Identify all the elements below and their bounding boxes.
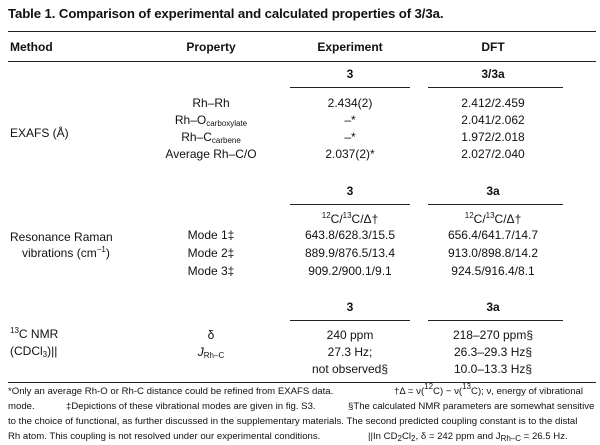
exafs-dft-average: 2.027/2.040: [461, 147, 525, 161]
header-dft: DFT: [481, 40, 505, 54]
exafs-dft-rh-rh: 2.412/2.459: [461, 96, 525, 110]
exafs-dft-rule: [428, 87, 563, 88]
exafs-exp-rh-o: –*: [344, 113, 356, 127]
raman-subheader-dft: 3a: [486, 184, 500, 198]
nmr-subheader-exp: 3: [346, 300, 354, 314]
raman-dft-mode2: 913.0/898.8/14.2: [447, 246, 539, 260]
footnote-section: §The calculated NMR parameters are somewhat sensitive: [348, 401, 595, 412]
nmr-exp-delta: 240 ppm: [326, 328, 374, 342]
raman-exp-mode2: 889.9/876.5/13.4: [304, 246, 396, 260]
exafs-exp-rule: [290, 87, 410, 88]
nmr-dft-delta: 218–270 ppm§: [452, 328, 534, 342]
exafs-exp-average: 2.037(2)*: [325, 147, 375, 161]
exafs-prop-average: Average Rh–C/O: [165, 147, 257, 161]
table-title: Table 1. Comparison of experimental and calculated properties of 3/3a.: [8, 6, 444, 21]
header-experiment: Experiment: [317, 40, 383, 54]
raman-dft-isotope-header: $^{12}$C/$^{13}$C/Δ†: [464, 211, 522, 226]
footnotes: [8, 382, 596, 445]
raman-method-line1: Resonance Raman: [10, 230, 113, 244]
raman-exp-isotope-header: $^{12}$C/$^{13}$C/Δ†: [321, 211, 379, 226]
nmr-prop-coupling: $J_{Rh-C}$: [197, 345, 225, 360]
footnote-dagger: †Δ = ν($^{12}$C) − ν($^{13}$C); ν, energy of vibrational: [394, 382, 583, 397]
nmr-dft-distal: 10.0–13.3 Hz§: [453, 362, 533, 376]
header-rule: [8, 61, 596, 62]
raman-prop-mode2: Mode 2‡: [187, 246, 235, 260]
raman-prop-mode3: Mode 3‡: [187, 264, 235, 278]
footnote-parallel: ||In $CD_2Cl_2$, δ = 242 ppm and $J_{Rh-C} = 26.5$ Hz.: [368, 431, 568, 443]
bottom-rule: [8, 382, 596, 383]
raman-dft-mode1: 656.4/641.7/14.7: [447, 228, 539, 242]
nmr-dft-rule: [428, 320, 563, 321]
footnote-star: *Only an average Rh-O or Rh-C distance could be refined from EXAFS data.: [8, 386, 334, 397]
exafs-dft-rh-c: 1.972/2.018: [461, 130, 525, 144]
raman-method-line2: vibrations $(cm^{-1})$: [22, 245, 110, 260]
header-method: Method: [10, 40, 53, 54]
exafs-method: EXAFS (Å): [10, 126, 69, 140]
footnote-mode-end: mode.: [8, 401, 35, 412]
footnote-section-end: Rh atom. This coupling is not resolved under our experimental conditions.: [8, 431, 321, 442]
exafs-subheader-dft: 3/3a: [481, 67, 505, 81]
raman-dft-rule: [428, 204, 563, 205]
nmr-method-line1: $^{13}$C NMR: [10, 326, 59, 341]
exafs-prop-rh-o: $Rh-O_{carboxylate}$: [174, 113, 248, 128]
exafs-exp-rh-c: –*: [344, 130, 356, 144]
raman-exp-mode3: 909.2/900.1/9.1: [308, 264, 392, 278]
exafs-prop-rh-rh: Rh–Rh: [192, 96, 230, 110]
nmr-prop-delta: δ: [207, 328, 215, 342]
nmr-exp-not-observed: not observed§: [311, 362, 389, 376]
header-property: Property: [186, 40, 236, 54]
nmr-subheader-dft: 3a: [486, 300, 500, 314]
footnote-section-cont: to the choice of functional, as further discussed in the supplementary materials. The second predicted coupling constant is to the distal: [8, 416, 578, 427]
raman-exp-mode1: 643.8/628.3/15.5: [304, 228, 396, 242]
nmr-exp-rule: [290, 320, 410, 321]
exafs-prop-rh-c: $Rh-C_{carbene}$: [181, 130, 241, 145]
raman-exp-rule: [290, 204, 410, 205]
raman-subheader-exp: 3: [346, 184, 354, 198]
nmr-dft-coupling: 26.3–29.3 Hz§: [453, 345, 533, 359]
nmr-method-line2: (CDCl$_3$)||: [10, 344, 58, 359]
nmr-exp-coupling: 27.3 Hz;: [327, 345, 373, 359]
exafs-exp-rh-rh: 2.434(2): [327, 96, 373, 110]
raman-prop-mode1: Mode 1‡: [187, 228, 235, 242]
exafs-dft-rh-o: 2.041/2.062: [461, 113, 525, 127]
raman-dft-mode3: 924.5/916.4/8.1: [451, 264, 535, 278]
exafs-subheader-exp: 3: [346, 67, 354, 81]
footnote-double-dagger: ‡Depictions of these vibrational modes are given in fig. S3.: [66, 401, 316, 412]
top-rule: [8, 31, 596, 32]
